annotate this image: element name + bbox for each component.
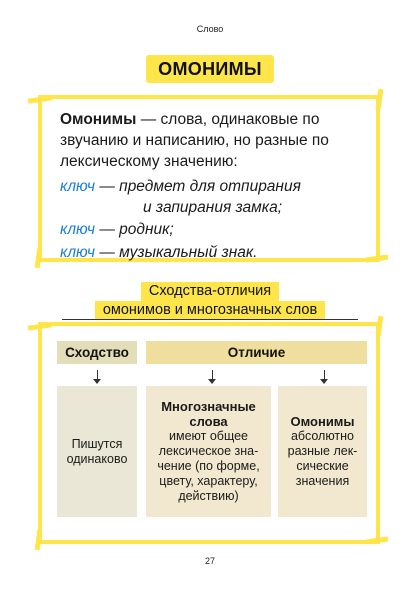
comparison-frame <box>38 322 380 544</box>
page-title-wrap <box>0 55 420 83</box>
example-meaning: — музыкальный знак. <box>95 244 258 261</box>
polysemous-line: цвету, характеру, <box>159 474 258 488</box>
homonyms-line: абсолютно <box>290 429 354 443</box>
polysemous-line: имеют общее <box>169 429 248 443</box>
definition-text: — слова, одинаковые по звучанию и написанию, но разные по лексическому значению: <box>60 111 329 170</box>
similarity-header: Сходство <box>57 341 137 364</box>
similarity-line: Пишутся <box>71 436 123 451</box>
example-word: ключ <box>60 244 96 261</box>
polysemous-line: действию) <box>178 489 239 503</box>
polysemous-line: лексическое зна- <box>158 444 259 458</box>
example-meaning: — предмет для отпирания <box>95 178 301 195</box>
definition <box>60 109 368 172</box>
page-number: 27 <box>204 556 215 566</box>
example-1 <box>60 176 301 197</box>
down-arrow-icon <box>320 370 328 384</box>
example-meaning: — родник; <box>95 221 174 238</box>
difference-header: Отличие <box>146 341 367 364</box>
similarity-line: одинаково <box>66 451 128 466</box>
example-1-continued: и запирания замка; <box>143 199 283 216</box>
comparison-subtitle <box>0 282 420 320</box>
homonyms-line: разные лек- <box>287 444 358 458</box>
homonyms-box <box>278 386 367 517</box>
polysemous-title: Многозначные <box>161 399 256 414</box>
example-word: ключ <box>60 178 96 195</box>
example-3 <box>60 242 257 263</box>
running-header: Слово <box>196 24 224 34</box>
down-arrow-icon <box>93 370 101 384</box>
subtitle-underline <box>62 319 358 320</box>
down-arrow-icon <box>208 370 216 384</box>
example-2 <box>60 219 174 240</box>
homonyms-title: Омонимы <box>290 414 355 429</box>
page-title: ОМОНИМЫ <box>146 55 274 83</box>
polysemous-title: слова <box>189 414 228 429</box>
similarity-box <box>57 386 137 517</box>
definition-term: Омонимы <box>60 111 137 128</box>
homonyms-line: сические <box>296 459 349 473</box>
subtitle-line-1: Сходства-отличия <box>141 282 279 301</box>
polysemous-line: чение (по форме, <box>157 459 260 473</box>
subtitle-line-2: омонимов и многозначных слов <box>95 301 325 320</box>
example-word: ключ <box>60 221 96 238</box>
homonyms-line: значения <box>295 474 350 488</box>
definition-frame <box>38 95 380 262</box>
polysemous-box <box>146 386 271 517</box>
